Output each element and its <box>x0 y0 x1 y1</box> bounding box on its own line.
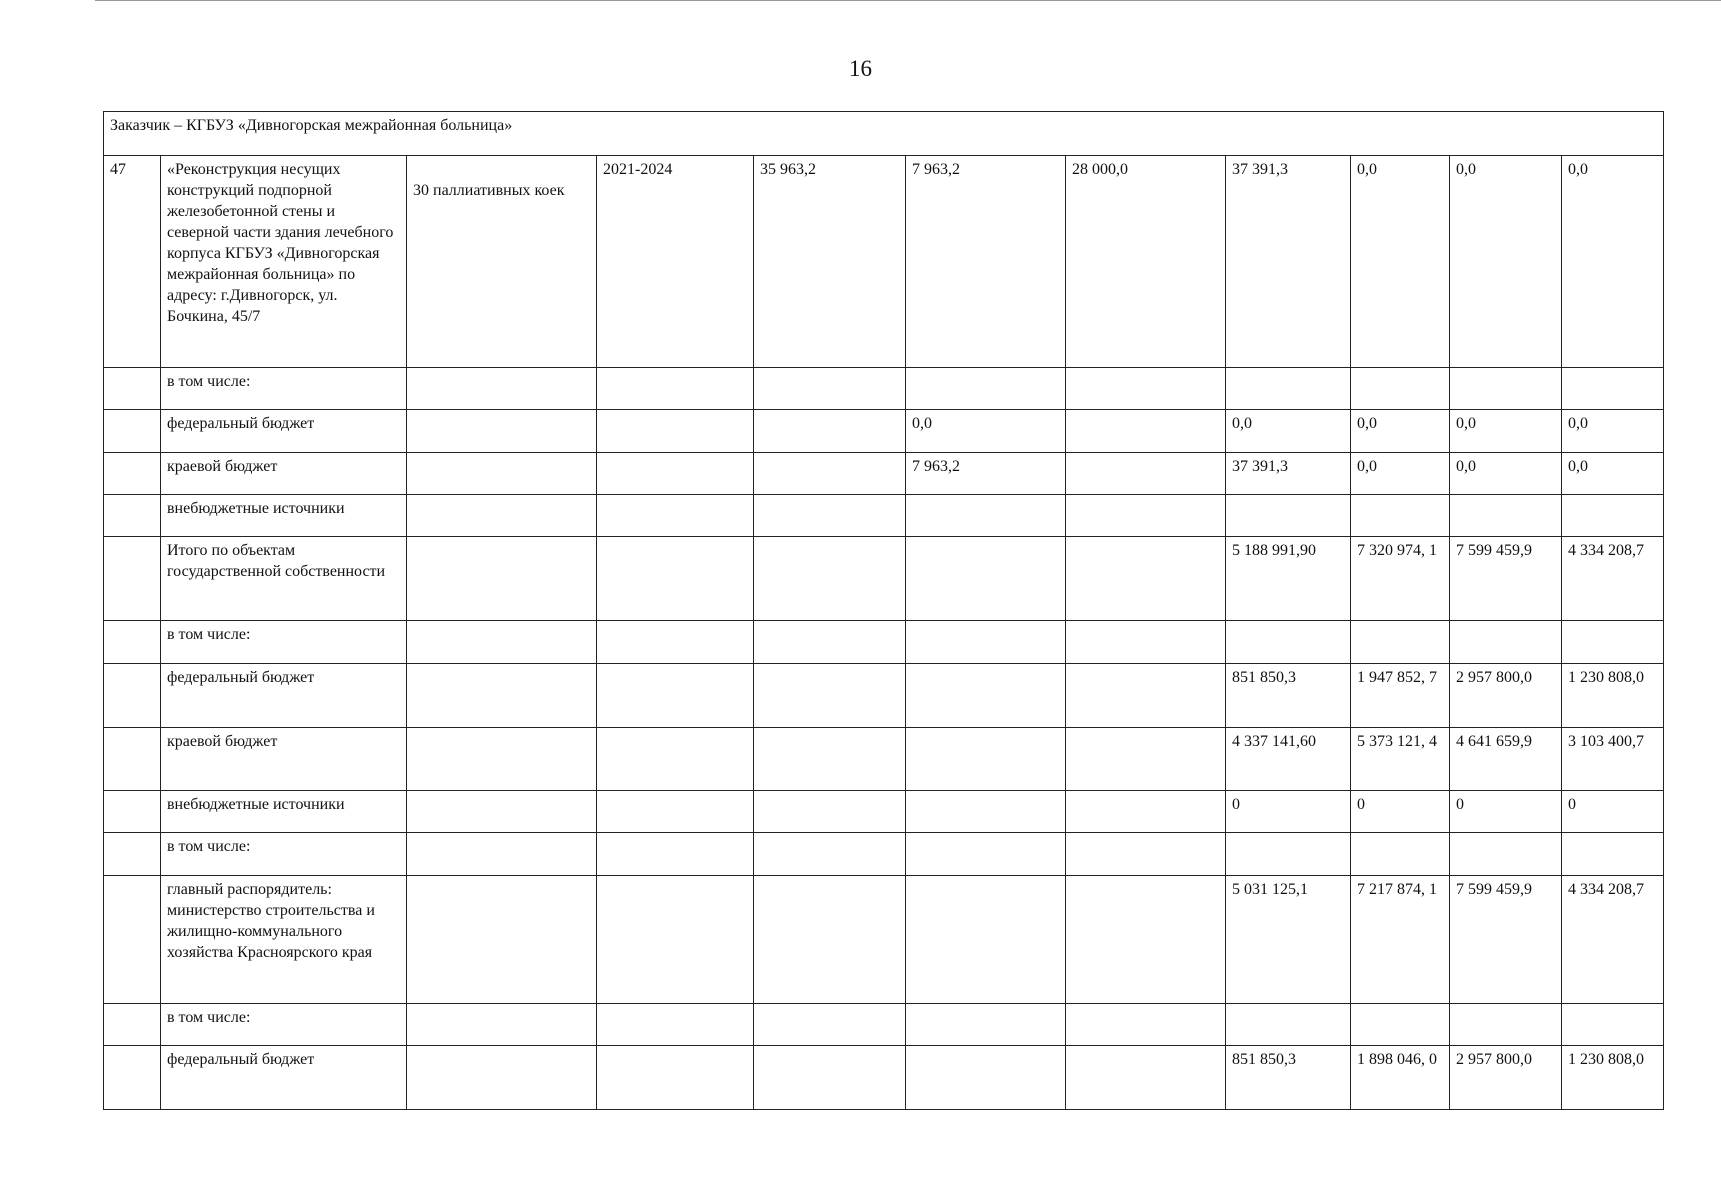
period-cell <box>597 728 754 791</box>
value-cell-5: 4 641 659,9 <box>1450 728 1562 791</box>
value-cell-5 <box>1450 621 1562 664</box>
object-name-cell: «Реконструкция несущих конструкций подпорной железобетонной стены и северной части здания лечебного корпуса КГБУЗ «Дивногорская межрайонная больница» по адресу: г.Дивногорск, ул. Бочкина, 45/7 <box>161 156 407 368</box>
value-cell-2 <box>1066 876 1226 1004</box>
cost-cell <box>754 876 906 1004</box>
customer-row: Заказчик – КГБУЗ «Дивногорская межрайонная больница» <box>104 112 1664 156</box>
table-row <box>104 410 1664 453</box>
period-cell <box>597 1046 754 1110</box>
table-row <box>104 1046 1664 1110</box>
value-cell-3 <box>1226 495 1351 537</box>
value-cell-5: 0 <box>1450 791 1562 833</box>
value-cell-2 <box>1066 621 1226 664</box>
value-cell-2 <box>1066 453 1226 495</box>
capacity-cell <box>407 1004 597 1046</box>
cost-cell <box>754 833 906 876</box>
row-number-cell <box>104 495 161 537</box>
cost-cell <box>754 1046 906 1110</box>
cost-cell <box>754 368 906 410</box>
table-row <box>104 833 1664 876</box>
value-cell-4: 0,0 <box>1351 410 1450 453</box>
value-cell-4: 0 <box>1351 791 1450 833</box>
value-cell-1 <box>906 664 1066 728</box>
value-cell-2 <box>1066 833 1226 876</box>
period-cell <box>597 833 754 876</box>
value-cell-3: 37 391,3 <box>1226 156 1351 368</box>
value-cell-2 <box>1066 664 1226 728</box>
capacity-cell <box>407 621 597 664</box>
value-cell-6: 3 103 400,7 <box>1562 728 1664 791</box>
period-cell <box>597 537 754 621</box>
value-cell-6 <box>1562 621 1664 664</box>
period-cell: 2021-2024 <box>597 156 754 368</box>
value-cell-3: 5 188 991,90 <box>1226 537 1351 621</box>
table-row <box>104 368 1664 410</box>
object-name-cell: федеральный бюджет <box>161 410 407 453</box>
period-cell <box>597 664 754 728</box>
value-cell-1 <box>906 791 1066 833</box>
value-cell-2: 28 000,0 <box>1066 156 1226 368</box>
table-row <box>104 537 1664 621</box>
value-cell-4 <box>1351 833 1450 876</box>
cost-cell <box>754 791 906 833</box>
row-number-cell <box>104 453 161 495</box>
value-cell-1: 0,0 <box>906 410 1066 453</box>
value-cell-5: 7 599 459,9 <box>1450 537 1562 621</box>
value-cell-1 <box>906 537 1066 621</box>
budget-table <box>103 111 1664 1110</box>
value-cell-4 <box>1351 1004 1450 1046</box>
value-cell-5: 2 957 800,0 <box>1450 664 1562 728</box>
value-cell-6 <box>1562 368 1664 410</box>
value-cell-5 <box>1450 833 1562 876</box>
row-number-cell <box>104 1046 161 1110</box>
value-cell-6: 4 334 208,7 <box>1562 537 1664 621</box>
value-cell-6: 0,0 <box>1562 453 1664 495</box>
period-cell <box>597 876 754 1004</box>
value-cell-1: 7 963,2 <box>906 453 1066 495</box>
period-cell <box>597 621 754 664</box>
capacity-cell <box>407 453 597 495</box>
value-cell-1 <box>906 495 1066 537</box>
value-cell-2 <box>1066 537 1226 621</box>
cost-cell <box>754 1004 906 1046</box>
cost-cell <box>754 621 906 664</box>
period-cell <box>597 495 754 537</box>
value-cell-6: 4 334 208,7 <box>1562 876 1664 1004</box>
value-cell-6: 0,0 <box>1562 156 1664 368</box>
value-cell-4: 5 373 121, 4 <box>1351 728 1450 791</box>
value-cell-6 <box>1562 1004 1664 1046</box>
value-cell-6: 0 <box>1562 791 1664 833</box>
value-cell-4 <box>1351 621 1450 664</box>
value-cell-5: 7 599 459,9 <box>1450 876 1562 1004</box>
value-cell-1 <box>906 621 1066 664</box>
capacity-cell <box>407 833 597 876</box>
value-cell-5 <box>1450 495 1562 537</box>
value-cell-3: 0 <box>1226 791 1351 833</box>
table-row <box>104 1004 1664 1046</box>
table-row <box>104 495 1664 537</box>
value-cell-3: 5 031 125,1 <box>1226 876 1351 1004</box>
period-cell <box>597 453 754 495</box>
row-number-cell <box>104 833 161 876</box>
cost-cell <box>754 728 906 791</box>
period-cell <box>597 368 754 410</box>
object-name-cell: в том числе: <box>161 1004 407 1046</box>
value-cell-3 <box>1226 833 1351 876</box>
object-name-cell: в том числе: <box>161 368 407 410</box>
value-cell-4: 7 217 874, 1 <box>1351 876 1450 1004</box>
capacity-cell <box>407 368 597 410</box>
value-cell-6: 0,0 <box>1562 410 1664 453</box>
period-cell <box>597 791 754 833</box>
table-row <box>104 621 1664 664</box>
capacity-cell <box>407 728 597 791</box>
cost-cell <box>754 453 906 495</box>
capacity-cell <box>407 1046 597 1110</box>
value-cell-1 <box>906 1046 1066 1110</box>
value-cell-4 <box>1351 368 1450 410</box>
value-cell-5: 2 957 800,0 <box>1450 1046 1562 1110</box>
cost-cell: 35 963,2 <box>754 156 906 368</box>
value-cell-4: 7 320 974, 1 <box>1351 537 1450 621</box>
capacity-cell <box>407 537 597 621</box>
value-cell-4 <box>1351 495 1450 537</box>
object-name-cell: в том числе: <box>161 621 407 664</box>
value-cell-4: 1 947 852, 7 <box>1351 664 1450 728</box>
object-name-cell: главный распорядитель: министерство строительства и жилищно-коммунального хозяйства Красноярского края <box>161 876 407 1004</box>
table-row <box>104 156 1664 368</box>
value-cell-2 <box>1066 728 1226 791</box>
row-number-cell <box>104 791 161 833</box>
value-cell-2 <box>1066 368 1226 410</box>
value-cell-5: 0,0 <box>1450 453 1562 495</box>
value-cell-4: 0,0 <box>1351 453 1450 495</box>
value-cell-3: 851 850,3 <box>1226 664 1351 728</box>
value-cell-5 <box>1450 368 1562 410</box>
value-cell-2 <box>1066 791 1226 833</box>
period-cell <box>597 410 754 453</box>
object-name-cell: Итого по объектам государственной собственности <box>161 537 407 621</box>
cost-cell <box>754 664 906 728</box>
value-cell-3: 37 391,3 <box>1226 453 1351 495</box>
value-cell-6 <box>1562 833 1664 876</box>
value-cell-5: 0,0 <box>1450 156 1562 368</box>
value-cell-2 <box>1066 1046 1226 1110</box>
value-cell-3 <box>1226 368 1351 410</box>
value-cell-6: 1 230 808,0 <box>1562 664 1664 728</box>
value-cell-5 <box>1450 1004 1562 1046</box>
value-cell-1: 7 963,2 <box>906 156 1066 368</box>
capacity-cell: 30 паллиативных коек <box>407 156 597 368</box>
value-cell-2 <box>1066 410 1226 453</box>
value-cell-2 <box>1066 1004 1226 1046</box>
table-row <box>104 453 1664 495</box>
capacity-cell <box>407 664 597 728</box>
object-name-cell: внебюджетные источники <box>161 495 407 537</box>
value-cell-6: 1 230 808,0 <box>1562 1046 1664 1110</box>
cost-cell <box>754 537 906 621</box>
cost-cell <box>754 495 906 537</box>
value-cell-4: 0,0 <box>1351 156 1450 368</box>
value-cell-3: 0,0 <box>1226 410 1351 453</box>
capacity-cell <box>407 495 597 537</box>
value-cell-4: 1 898 046, 0 <box>1351 1046 1450 1110</box>
value-cell-1 <box>906 728 1066 791</box>
row-number-cell <box>104 1004 161 1046</box>
capacity-cell <box>407 876 597 1004</box>
capacity-cell <box>407 410 597 453</box>
period-cell <box>597 1004 754 1046</box>
object-name-cell: федеральный бюджет <box>161 1046 407 1110</box>
row-number-cell <box>104 664 161 728</box>
table-row <box>104 664 1664 728</box>
value-cell-3: 851 850,3 <box>1226 1046 1351 1110</box>
value-cell-1 <box>906 833 1066 876</box>
value-cell-6 <box>1562 495 1664 537</box>
value-cell-5: 0,0 <box>1450 410 1562 453</box>
value-cell-1 <box>906 368 1066 410</box>
table-row <box>104 876 1664 1004</box>
row-number-cell <box>104 537 161 621</box>
value-cell-1 <box>906 1004 1066 1046</box>
capacity-cell <box>407 791 597 833</box>
object-name-cell: краевой бюджет <box>161 728 407 791</box>
row-number-cell <box>104 410 161 453</box>
value-cell-1 <box>906 876 1066 1004</box>
value-cell-3 <box>1226 1004 1351 1046</box>
table-row <box>104 728 1664 791</box>
row-number-cell <box>104 621 161 664</box>
object-name-cell: внебюджетные источники <box>161 791 407 833</box>
row-number-cell <box>104 368 161 410</box>
object-name-cell: краевой бюджет <box>161 453 407 495</box>
table-row <box>104 791 1664 833</box>
row-number-cell <box>104 728 161 791</box>
row-number-cell <box>104 876 161 1004</box>
value-cell-2 <box>1066 495 1226 537</box>
object-name-cell: в том числе: <box>161 833 407 876</box>
top-border-line <box>95 0 1721 1</box>
cost-cell <box>754 410 906 453</box>
page-number: 16 <box>849 56 872 81</box>
value-cell-3: 4 337 141,60 <box>1226 728 1351 791</box>
object-name-cell: федеральный бюджет <box>161 664 407 728</box>
value-cell-3 <box>1226 621 1351 664</box>
row-number-cell: 47 <box>104 156 161 368</box>
